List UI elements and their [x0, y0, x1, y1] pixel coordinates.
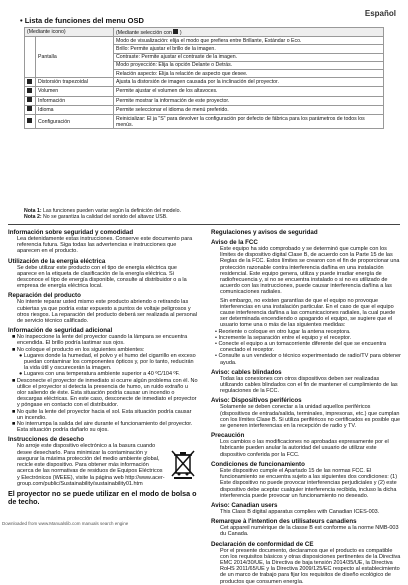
osd-row [25, 115, 384, 129]
section-heading: Precaución [211, 432, 245, 440]
paragraph: This Class B digital apparatus complies with Canadian ICES-003. [220, 508, 380, 515]
paragraph: Lea detenidamente estas instrucciones. Conserve este documento para referencia futura. Siga todas las advertencias e instrucciones que aparecen en el producto. [17, 236, 193, 255]
selection-key-icon [173, 29, 178, 34]
keystone-icon [25, 78, 36, 87]
osd-row-desc: Permite seleccionar el idioma de menú preferido. [114, 105, 384, 114]
list-item: ■ No inspeccione la lente del proyector cuando la lámpara se encuentra encendida. El brillo podría lastimar sus ojos. [12, 334, 188, 347]
screen-icon [25, 37, 36, 78]
list-item: ● Lugares con una temperatura ambiente superior a 40 ºC/104 ºF. [19, 371, 180, 378]
list-item: • Incremente la separación entre el equipo y el receptor. [215, 334, 352, 341]
info-icon [25, 96, 36, 105]
paragraph: No intente reparar usted mismo este producto abriendo o retirando las cubiertas ya que podría estar expuesto a puntos de voltaje peligrosos y otros riesgos. La reparación del producto deberá ser realizada al personal de servicio técnico calificado. [17, 299, 198, 325]
section-heading: Regulaciones y avisos de seguridad [211, 229, 318, 236]
osd-note: Nota 2: No se garantiza la calidad del sonido del altavoz USB. [24, 214, 168, 221]
section-heading: Condiciones de funcionamiento [211, 460, 305, 468]
osd-row-label: Distorsión trapezoidal [36, 78, 114, 87]
settings-icon [25, 115, 36, 129]
paragraph: Este dispositivo cumple el Apartado 15 de las normas FCC. El funcionamiento se encuentra sujeto a las siguientes dos condiciones: (1) Este dispositivo no puede provocar interferencias perjudiciales y (2) este dispositivo debe aceptar cualquier interferencia recibida, incluso la dicha interferencia puede provocar un funcionamiento no deseado. [220, 467, 398, 499]
osd-row-desc: Permite ajustar el volumen de los altavoces. [114, 87, 384, 96]
paragraph: Solamente se deben conectar a la unidad aquellos periféricos (dispositivos de entrada/salida, terminales, impresoras, etc.) que cumplan con los límites Clase B. Si utiliza periféricos no certificados es posible que se generen interferencias en la recepción de radio y TV. [220, 404, 401, 430]
paragraph: Cet appareil numérique de la classe B est conforme a la norme NMB-003 du Canada. [220, 525, 399, 538]
osd-row-desc: Relación aspecto: Elija la relación de aspecto que desee. [114, 70, 384, 78]
list-item: • Conecte el equipo a un tomacorriente diferente del que se encuentra conectado el receptor. [215, 341, 387, 354]
section-heading: Aviso: cables blindados [211, 368, 282, 376]
osd-row-desc: Contraste: Permite ajustar el contraste de la imagen. [114, 53, 384, 61]
osd-row-desc: Modo de visualización: elija el modo que prefiera entre Brillante, Estándar o Eco. [114, 37, 384, 45]
paragraph: Se debe utilizar este producto con el tipo de energía eléctrica que aparece en la etiqueta de clasificación de la energía eléctrica. Si desconoce el tipo de energía disponible, consulte al distribuidor o a la empresa de energía eléctrica local. [17, 264, 187, 290]
section-heading: Aviso de la FCC [211, 239, 258, 246]
list-item: • Reoriente o coloque en otro lugar la antena receptora. [215, 328, 351, 335]
osd-row-desc: Ajusta la distorsión de imagen causada por la inclinación del proyector. [114, 78, 384, 87]
section-heading: Remarque à l'intention des utilisateurs canadiens [211, 518, 357, 526]
left-column [8, 229, 198, 506]
page-language: Español [364, 9, 396, 18]
osd-row-label: Información [36, 96, 114, 105]
osd-row-label: Configuración [36, 115, 114, 129]
paragraph: Los cambios o las modificaciones no aprobadas expresamente por el fabricante pueden anular la autoridad del usuario de utilizar este dispositivo conferida por la FCC. [220, 439, 389, 458]
osd-row-desc: Brillo: Permite ajustar el brillo de la imagen. [114, 45, 384, 53]
section-heading: Instrucciones de desecho [8, 436, 84, 444]
osd-row [25, 78, 384, 87]
section-heading: Aviso: Canadian users [211, 501, 278, 509]
language-icon [25, 105, 36, 114]
osd-row-label: Volumen [36, 87, 114, 96]
section-heading: Información sobre seguridad y comodidad [8, 229, 134, 236]
osd-row-desc: Modo proyección: Elija la opción Delante o Detrás. [114, 61, 384, 69]
paragraph: Este equipo ha sido comprobado y se determinó que cumple con los límites de dispositivo digital Clase B, de acuerdo con la Parte 15 de las Reglas de la FCC. Estos límites se crearon con el fin de proporcionar una protección razonable contra interferencia dañina en una instalación residencial. Este equipo genera, utiliza y puede irradiar energía de radiofrecuencia y, si no se encuentra instalado o si no es utilizado de acuerdo con las instrucciones, puede causar interferencia dañina a las comunicaciones radiales. [220, 246, 400, 296]
list-item: • Consulte a un vendedor o técnico experimentado de radio/TV para obtener ayuda. [215, 353, 401, 366]
section-divider [8, 224, 400, 225]
paragraph: No arroje este dispositivo electrónico a la basura cuando desee desecharlo. Para minimizar la contaminación y asegurar la máxima protección del medio ambiente global, recicle este dispositivo. Para obtener más información acerca de las normativas de residuos de Equipos Eléctricos y Electrónicos (WEEE), visite la página web http://www.acer-group.com/public/Sustainability/sustainability01.htm [17, 443, 165, 487]
volume-icon [25, 87, 36, 96]
ceiling-mount-warning: El proyector no se puede utilizar en el modo de bolsa o de techo. [8, 488, 197, 506]
osd-function-table [24, 27, 384, 129]
osd-row [25, 87, 384, 96]
osd-header-icon-col: (Mediante icono) [25, 28, 114, 37]
paragraph: Todas las conexiones con otros dispositivos deben ser realizadas utilizando cables blindados con el fin de mantener el cumplimiento de las regulaciones de la FCC. [220, 375, 398, 395]
osd-row-label: Idioma [36, 105, 114, 114]
osd-table-header [25, 28, 384, 37]
osd-header-selection-col: (Mediante selección con ) [114, 28, 384, 37]
section-heading: Aviso: Dispositivos periféricos [211, 397, 302, 405]
paragraph: Por el presente documento, declaramos que el producto es compatible con los requisitos básicos y otras disposiciones pertinentes de la Directiva EMC 2014/30/UE, la Directiva de baja tensión 2014/35/UE, la Directiva RoHS 2011/65/UE y la Directiva 2009/125/EC respecto al establecimiento de un marco de trabajo para fijar los requisitos de diseño ecológico de productos que consumen energía. [220, 547, 401, 585]
download-footer: Downloaded from www.Manualslib.com manuals search engine [2, 521, 129, 526]
section-heading: Información de seguridad adicional [8, 327, 113, 335]
wee-bin-icon [168, 447, 198, 479]
section-heading: Utilización de la energía eléctrica [8, 257, 106, 265]
list-item: ■ No interrumpa la salida del aire durante el funcionamiento del proyector. Esta situación podría dañarlo su ojos. [12, 421, 193, 434]
osd-row-desc: Reinicializar: El ja "S" para devolver la configuración por defecto de fábrica para los parámetros de todos los menús. [114, 115, 384, 129]
section-heading: Declaración de conformidad de CE [211, 540, 314, 548]
osd-row-label: Pantalla [36, 37, 114, 78]
paragraph: Sin embargo, no existen garantías de que el equipo no provoque interferencias en una instalación particular. En el caso de que el equipo cause interferencia dañina a las comunicaciones radiales, la cual puede ser determinada encendiendo o apagando el equipo, se sugiere que el usuario tome una o más de las siguientes medidas: [220, 297, 396, 329]
list-item: ● Lugares donde la humedad, el polvo y el humo del cigarrillo en exceso puedan contaminar los componentes ópticos y, por lo tanto, reducirán la vida útil y oscurecerán la imagen. [19, 352, 196, 372]
osd-row-desc: Permite mostrar la información de este proyector. [114, 96, 384, 105]
osd-note: Nota 1: Las funciones pueden variar según la definición del modelo. [24, 208, 181, 214]
osd-row [25, 37, 384, 45]
osd-notes [24, 208, 181, 221]
disposal-block [8, 443, 198, 486]
osd-row [25, 96, 384, 105]
list-item: ■ No quite la lente del proyector hacia el sol. Esta situación podría causar un incendio. [12, 408, 192, 421]
osd-list-title: • Lista de funciones del menu OSD [20, 16, 144, 25]
section-heading: Reparación del producto [8, 292, 81, 300]
list-item: ■ No coloque el producto en los siguientes ambientes: [12, 346, 145, 353]
osd-row [25, 105, 384, 114]
list-item: ■ Desconecte el proyector de inmediato si ocurre algún problema con él. No utilice el proyector si detecta la presencia de humo, un ruido extraño u olor saliendo de éste. Esta situación podría causar un incendio o descargas eléctricas. En este caso, desconecte de inmediato el proyector y póngase en contacto con el distribuidor. [12, 377, 198, 409]
right-column [211, 229, 401, 585]
